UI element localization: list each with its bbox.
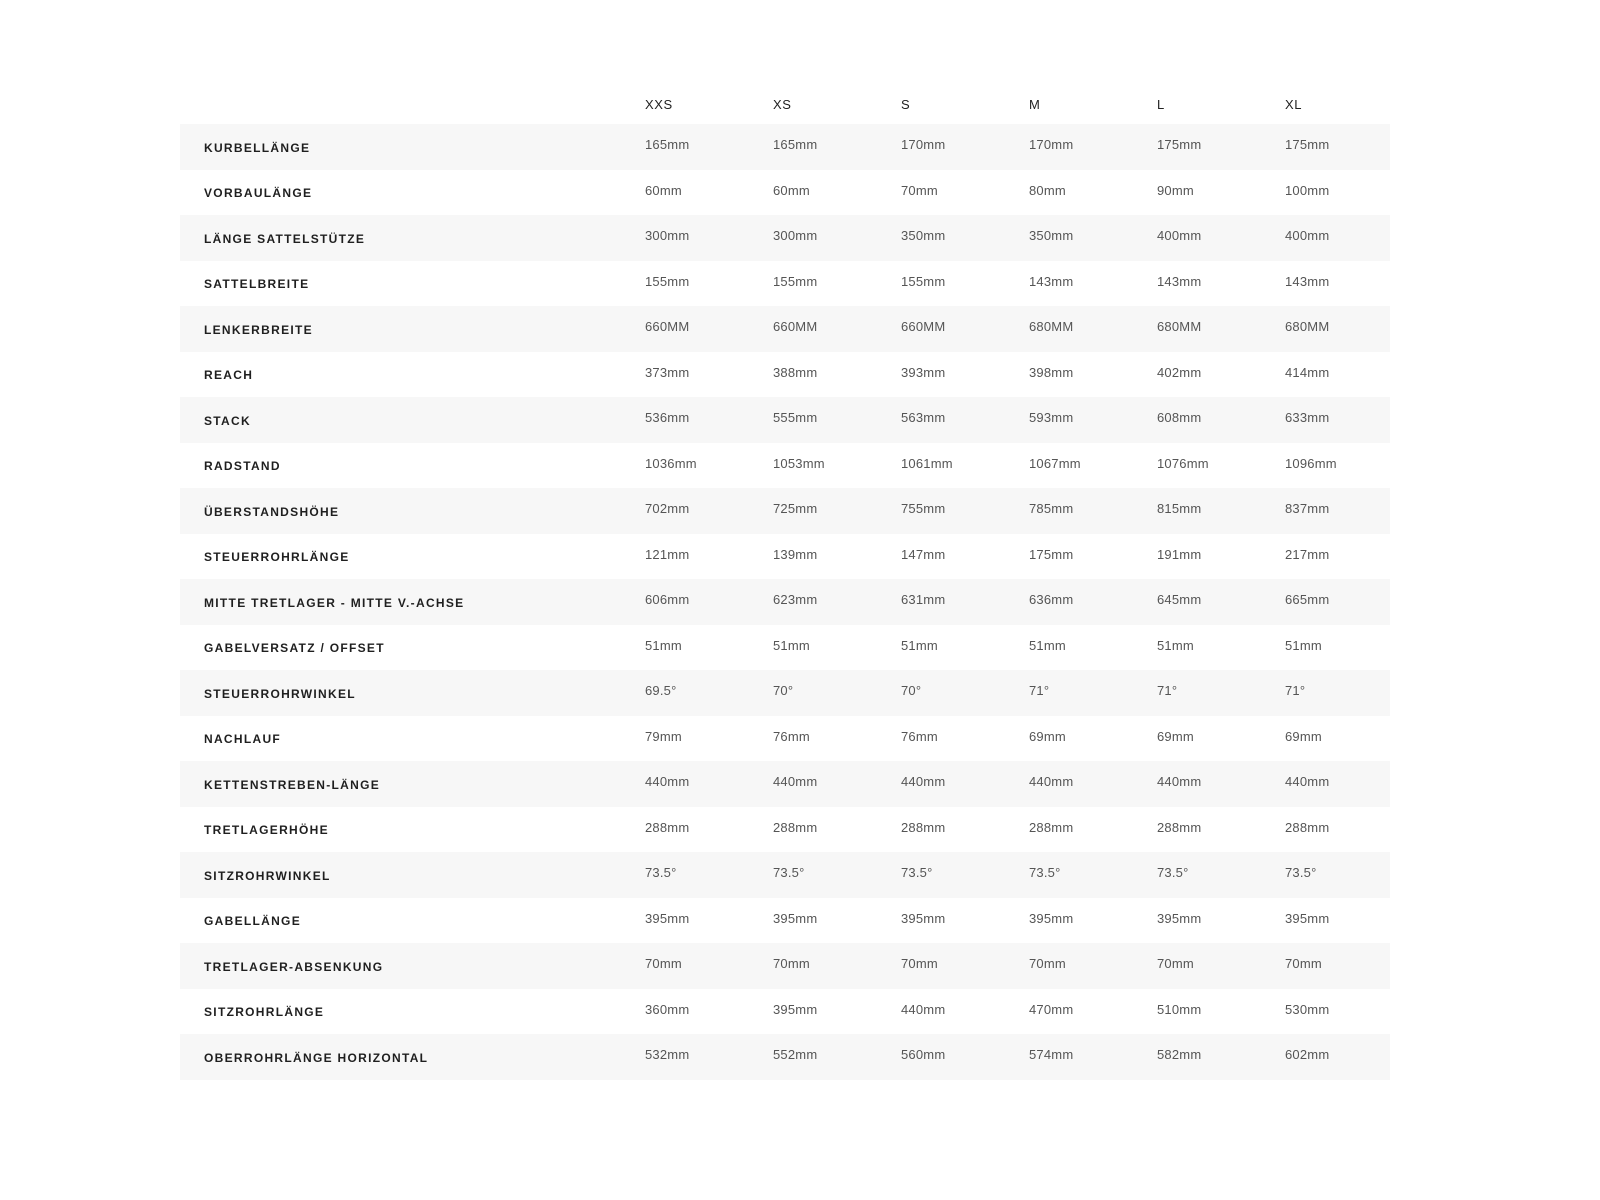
spec-label: STACK [204,413,251,428]
spec-value: 440mm [773,774,818,790]
spec-row [180,807,1390,853]
spec-label: OBERROHRLÄNGE HORIZONTAL [204,1050,429,1065]
spec-label: STEUERROHRLÄNGE [204,550,350,565]
spec-value: 606mm [645,592,690,608]
spec-value: 702mm [645,501,690,517]
spec-value: 680MM [1029,319,1074,335]
spec-row [180,443,1390,489]
spec-label: NACHLAUF [204,732,282,747]
spec-value: 70mm [645,956,682,972]
spec-value: 440mm [645,774,690,790]
spec-value: 1053mm [773,455,825,471]
spec-value: 70mm [1157,956,1194,972]
spec-value: 143mm [1285,273,1330,289]
spec-label: KURBELLÄNGE [204,140,311,155]
spec-value: 79mm [645,728,682,744]
spec-value: 73.5° [901,865,933,881]
spec-value: 350mm [901,228,946,244]
spec-value: 1036mm [645,455,697,471]
spec-value: 71° [1157,683,1178,699]
spec-value: 288mm [773,819,818,835]
spec-value: 532mm [645,1047,690,1063]
spec-value: 170mm [901,137,946,153]
spec-value: 395mm [901,910,946,926]
spec-value: 440mm [1285,774,1330,790]
spec-value: 636mm [1029,592,1074,608]
spec-row [180,1034,1390,1080]
spec-row [180,761,1390,807]
spec-value: 350mm [1029,228,1074,244]
spec-value: 560mm [901,1047,946,1063]
spec-label: REACH [204,368,254,383]
spec-value: 631mm [901,592,946,608]
spec-value: 388mm [773,364,818,380]
spec-value: 536mm [645,410,690,426]
spec-value: 815mm [1157,501,1202,517]
spec-value: 555mm [773,410,818,426]
spec-value: 414mm [1285,364,1330,380]
spec-label: TRETLAGER-ABSENKUNG [204,959,384,974]
spec-label: SITZROHRWINKEL [204,868,331,883]
spec-row [180,989,1390,1035]
spec-value: 400mm [1157,228,1202,244]
spec-value: 71° [1285,683,1306,699]
spec-value: 175mm [1029,546,1074,562]
spec-label: MITTE TRETLAGER - MITTE V.-ACHSE [204,595,465,610]
spec-value: 69mm [1157,728,1194,744]
spec-row [180,170,1390,216]
spec-value: 100mm [1285,182,1330,198]
spec-value: 51mm [773,637,810,653]
spec-value: 563mm [901,410,946,426]
spec-row [180,898,1390,944]
spec-value: 440mm [1157,774,1202,790]
size-column-header: XS [773,96,792,112]
size-column-header: L [1157,96,1165,112]
spec-row [180,397,1390,443]
spec-row [180,534,1390,580]
geometry-table-body [180,124,1390,1080]
size-column-header: XL [1285,96,1303,112]
spec-value: 69.5° [645,683,677,699]
spec-value: 121mm [645,546,690,562]
spec-value: 143mm [1157,273,1202,289]
spec-row [180,943,1390,989]
spec-value: 470mm [1029,1001,1074,1017]
spec-value: 71° [1029,683,1050,699]
spec-value: 155mm [901,273,946,289]
spec-value: 400mm [1285,228,1330,244]
spec-value: 755mm [901,501,946,517]
spec-value: 70mm [1285,956,1322,972]
spec-value: 608mm [1157,410,1202,426]
spec-value: 660MM [645,319,690,335]
spec-value: 395mm [645,910,690,926]
spec-value: 402mm [1157,364,1202,380]
spec-value: 593mm [1029,410,1074,426]
spec-value: 440mm [901,774,946,790]
spec-value: 395mm [1029,910,1074,926]
spec-value: 645mm [1157,592,1202,608]
spec-value: 139mm [773,546,818,562]
spec-value: 837mm [1285,501,1330,517]
spec-value: 360mm [645,1001,690,1017]
size-column-header: S [901,96,911,112]
spec-row [180,261,1390,307]
spec-value: 574mm [1029,1047,1074,1063]
spec-value: 70mm [901,956,938,972]
spec-value: 602mm [1285,1047,1330,1063]
spec-value: 530mm [1285,1001,1330,1017]
spec-value: 51mm [1029,637,1066,653]
spec-value: 165mm [773,137,818,153]
spec-row [180,215,1390,261]
spec-row [180,488,1390,534]
spec-value: 288mm [1285,819,1330,835]
spec-row [180,124,1390,170]
spec-value: 1096mm [1285,455,1337,471]
spec-value: 69mm [1285,728,1322,744]
spec-label: LENKERBREITE [204,322,313,337]
spec-value: 288mm [1029,819,1074,835]
spec-value: 191mm [1157,546,1202,562]
spec-value: 440mm [1029,774,1074,790]
spec-label: LÄNGE SATTELSTÜTZE [204,231,366,246]
spec-value: 217mm [1285,546,1330,562]
size-header-row [180,84,1390,124]
spec-value: 1067mm [1029,455,1081,471]
spec-value: 143mm [1029,273,1074,289]
spec-value: 300mm [645,228,690,244]
spec-value: 90mm [1157,182,1194,198]
spec-label: TRETLAGERHÖHE [204,823,329,838]
spec-value: 552mm [773,1047,818,1063]
spec-value: 73.5° [645,865,677,881]
spec-value: 70mm [1029,956,1066,972]
spec-value: 69mm [1029,728,1066,744]
spec-value: 288mm [645,819,690,835]
spec-value: 582mm [1157,1047,1202,1063]
geometry-table [180,84,1390,1080]
spec-value: 80mm [1029,182,1066,198]
spec-value: 395mm [773,910,818,926]
spec-value: 623mm [773,592,818,608]
spec-value: 51mm [1157,637,1194,653]
spec-value: 76mm [901,728,938,744]
spec-value: 175mm [1285,137,1330,153]
spec-row [180,579,1390,625]
spec-row [180,670,1390,716]
spec-value: 147mm [901,546,946,562]
spec-value: 660MM [901,319,946,335]
spec-value: 73.5° [1285,865,1317,881]
spec-label: SITZROHRLÄNGE [204,1005,325,1020]
spec-label: SATTELBREITE [204,277,310,292]
spec-value: 70mm [773,956,810,972]
size-column-header: XXS [645,96,673,112]
spec-value: 398mm [1029,364,1074,380]
spec-row [180,716,1390,762]
spec-row [180,306,1390,352]
spec-value: 725mm [773,501,818,517]
spec-value: 51mm [1285,637,1322,653]
spec-value: 70° [901,683,922,699]
spec-value: 70° [773,683,794,699]
spec-value: 680MM [1157,319,1202,335]
spec-value: 175mm [1157,137,1202,153]
spec-value: 680MM [1285,319,1330,335]
spec-value: 665mm [1285,592,1330,608]
spec-value: 1076mm [1157,455,1209,471]
spec-value: 51mm [645,637,682,653]
spec-label: RADSTAND [204,459,281,474]
spec-value: 155mm [645,273,690,289]
spec-label: STEUERROHRWINKEL [204,686,356,701]
spec-value: 170mm [1029,137,1074,153]
spec-value: 288mm [1157,819,1202,835]
spec-value: 395mm [1285,910,1330,926]
spec-value: 73.5° [773,865,805,881]
spec-label: KETTENSTREBEN-LÄNGE [204,777,381,792]
spec-value: 395mm [1157,910,1202,926]
spec-label: GABELVERSATZ / OFFSET [204,641,385,656]
spec-row [180,852,1390,898]
spec-value: 155mm [773,273,818,289]
spec-value: 165mm [645,137,690,153]
size-column-header: M [1029,96,1041,112]
spec-value: 51mm [901,637,938,653]
spec-value: 393mm [901,364,946,380]
spec-label: VORBAULÄNGE [204,186,313,201]
spec-label: GABELLÄNGE [204,914,301,929]
spec-value: 76mm [773,728,810,744]
spec-value: 633mm [1285,410,1330,426]
spec-label: ÜBERSTANDSHÖHE [204,504,340,519]
spec-value: 395mm [773,1001,818,1017]
spec-value: 73.5° [1029,865,1061,881]
spec-value: 510mm [1157,1001,1202,1017]
spec-value: 288mm [901,819,946,835]
spec-value: 300mm [773,228,818,244]
spec-row [180,352,1390,398]
spec-value: 660MM [773,319,818,335]
spec-value: 373mm [645,364,690,380]
spec-row [180,625,1390,671]
spec-value: 60mm [645,182,682,198]
spec-value: 70mm [901,182,938,198]
spec-value: 785mm [1029,501,1074,517]
spec-value: 60mm [773,182,810,198]
spec-value: 73.5° [1157,865,1189,881]
spec-value: 1061mm [901,455,953,471]
spec-value: 440mm [901,1001,946,1017]
